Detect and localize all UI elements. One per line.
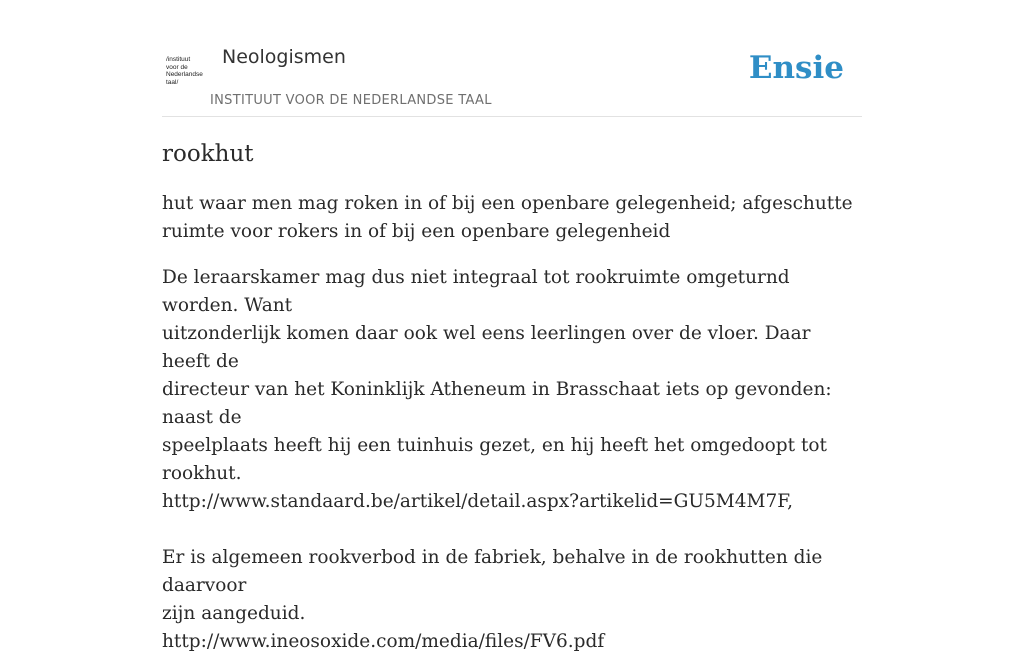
example-line: Er is algemeen rookverbod in de fabriek, behalve in de rookhutten die daarvoor bbox=[162, 547, 823, 596]
header bbox=[162, 40, 862, 117]
example-line: uitzonderlijk komen daar ook wel eens leerlingen over de vloer. Daar heeft de bbox=[162, 323, 811, 372]
logo-text-line: /instituut bbox=[166, 56, 191, 63]
ntl-logo[interactable] bbox=[166, 56, 206, 90]
entry-examples bbox=[162, 264, 862, 656]
logo-text-line: voor de bbox=[166, 63, 188, 71]
entry-term: rookhut bbox=[162, 141, 254, 167]
logo-text-line: Nederlandse bbox=[166, 71, 203, 78]
example-line: De leraarskamer mag dus niet integraal tot rookruimte omgeturnd worden. Want bbox=[162, 267, 790, 316]
publisher-subtitle: INSTITUUT VOOR DE NEDERLANDSE TAAL bbox=[210, 93, 492, 108]
site-title: Neologismen bbox=[222, 46, 346, 68]
logo-text-line: taal/ bbox=[166, 78, 179, 86]
ensie-brand-link[interactable]: Ensie bbox=[748, 50, 844, 86]
example-source-link[interactable]: http://www.ineosoxide.com/media/files/FV6.pdf bbox=[162, 631, 605, 652]
example-line: directeur van het Koninklijk Atheneum in Brasschaat iets op gevonden: naast de bbox=[162, 379, 832, 428]
entry-content bbox=[162, 138, 862, 656]
example-line: speelplaats heeft hij een tuinhuis gezet, en hij heeft het omgedoopt tot rookhut. bbox=[162, 435, 827, 484]
example-line: zijn aangeduid. bbox=[162, 603, 306, 624]
blank-line bbox=[162, 516, 862, 544]
entry-definition: hut waar men mag roken in of bij een openbare gelegenheid; afgeschutte ruimte voor rokers in of bij een openbare gelegenheid bbox=[162, 193, 853, 242]
example-source-link[interactable]: http://www.standaard.be/artikel/detail.aspx?artikelid=GU5M4M7F, bbox=[162, 491, 794, 512]
